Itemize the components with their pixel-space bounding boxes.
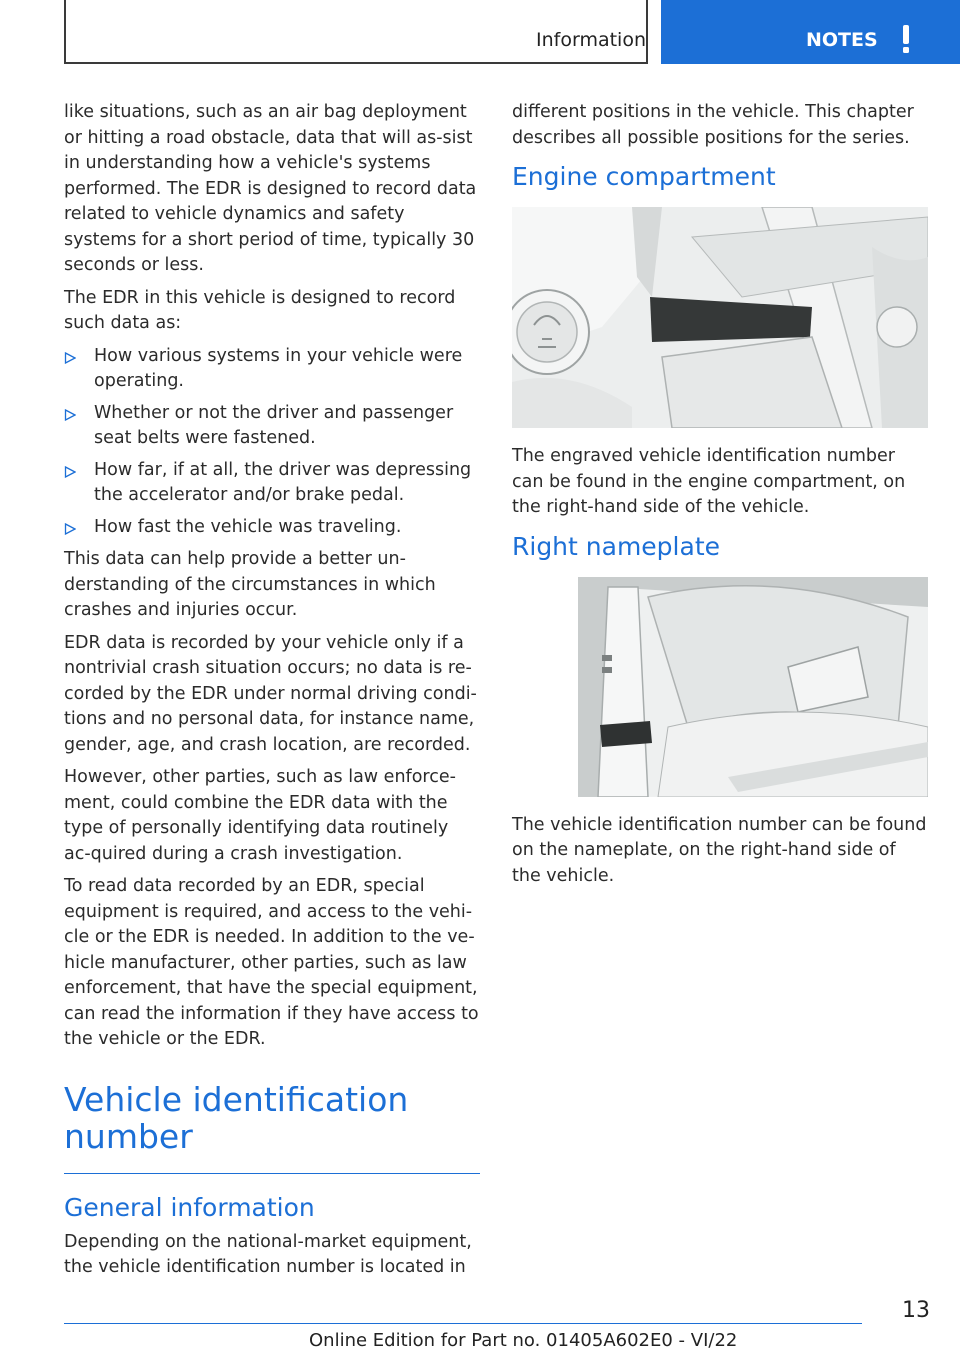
right-nameplate-image xyxy=(578,577,928,797)
header-section-title: Information xyxy=(536,29,646,51)
paragraph: Depending on the national-market equipment, the vehicle identification number is located in xyxy=(64,1231,472,1277)
engine-compartment-title: Engine compartment xyxy=(512,162,776,191)
paragraph: The EDR in this vehicle is designed to record such data as: xyxy=(64,287,456,333)
list-item xyxy=(64,515,480,541)
triangle-bullet-icon xyxy=(64,466,76,478)
paragraph: However, other parties, such as law enforce-ment, could combine the EDR data with the type of personally identifying data routinely ac-quired during a crash investigation. xyxy=(64,767,456,864)
list-item-text: Whether or not the driver and passenger seat belts were fastened. xyxy=(94,402,454,448)
left-column xyxy=(64,100,480,1288)
paragraph: This data can help provide a better un-derstanding of the circumstances in which crashes and injuries occur. xyxy=(64,549,436,620)
list-item xyxy=(64,458,480,509)
paragraph: like situations, such as an air bag deployment or hitting a road obstacle, data that will as-sist in understanding how a vehicle's systems performed. The EDR is designed to record data related to vehicle dynamics and safety systems for a short period of time, typically 30 seconds or less. xyxy=(64,102,477,275)
page-number: 13 xyxy=(902,1298,930,1323)
list-item-text: How fast the vehicle was traveling. xyxy=(94,516,402,537)
triangle-bullet-icon xyxy=(64,523,76,535)
list-item-text: How far, if at all, the driver was depressing the accelerator and/or brake pedal. xyxy=(94,459,472,505)
bullet-list xyxy=(64,344,480,541)
footer-divider xyxy=(64,1323,862,1324)
list-item-text: How various systems in your vehicle were operating. xyxy=(94,345,463,391)
notes-tab-label: NOTES xyxy=(806,29,878,51)
engine-compartment-caption: The engraved vehicle identification number can be found in the engine compartment, on the right-hand side of the vehicle. xyxy=(512,446,906,517)
right-column xyxy=(512,100,928,896)
paragraph: EDR data is recorded by your vehicle only if a nontrivial crash situation occurs; no data is re-corded by the EDR under normal driving condi-tions and no personal data, for instance name, gender, age, and crash location, are recorded. xyxy=(64,632,477,755)
paragraph: different positions in the vehicle. This chapter describes all possible positions for the series. xyxy=(512,102,914,148)
section-title: Vehicle identification number xyxy=(64,1081,480,1174)
subsection-title: General information xyxy=(64,1192,315,1222)
paragraph: To read data recorded by an EDR, special equipment is required, and access to the vehi-cle or the EDR is needed. In addition to the ve-hicle manufacturer, other parties, such as law enforcement, that have the special equipment, can read the information if they have access to the vehicle or the EDR. xyxy=(64,876,479,1049)
engine-compartment-image xyxy=(512,207,928,428)
notes-tab[interactable] xyxy=(661,0,960,64)
triangle-bullet-icon xyxy=(64,352,76,364)
right-nameplate-title: Right nameplate xyxy=(512,531,720,561)
list-item xyxy=(64,401,480,452)
right-nameplate-caption: The vehicle identification number can be found on the nameplate, on the right-hand side of the vehicle. xyxy=(512,814,927,886)
exclamation-icon xyxy=(899,24,913,54)
footer-edition: Online Edition for Part no. 01405A602E0 - VI/22 xyxy=(309,1330,738,1351)
triangle-bullet-icon xyxy=(64,409,76,421)
list-item xyxy=(64,344,480,395)
